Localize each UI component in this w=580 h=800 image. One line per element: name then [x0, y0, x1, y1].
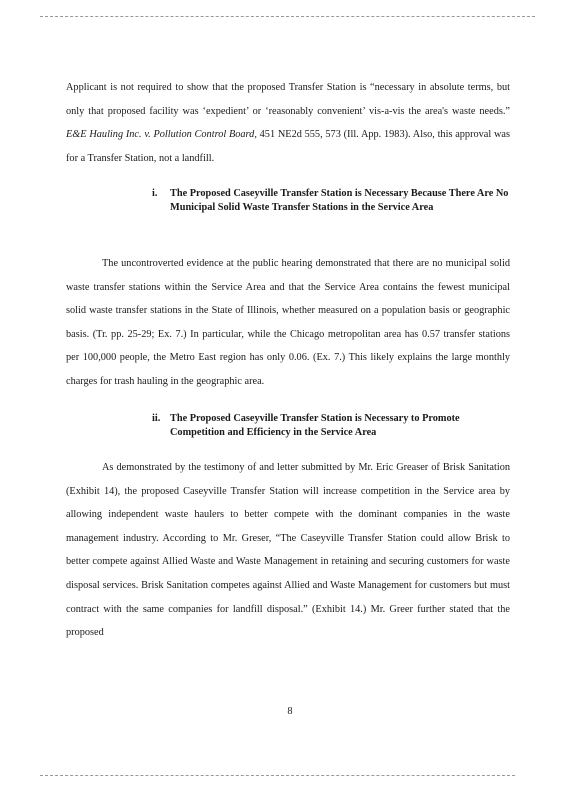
- top-scan-border: [40, 16, 535, 17]
- page-number: 8: [287, 706, 293, 717]
- section-heading-ii: [152, 412, 510, 440]
- paragraph1-text: Applicant is not required to show that the proposed Transfer Station is “necessary in absolute terms, but only that proposed facility was ‘expedient’ or ‘reasonably convenient’ vis-a-vis the area's waste needs.”: [66, 82, 510, 117]
- case-citation: E&E Hauling Inc. v. Pollution Control Board,: [66, 129, 257, 141]
- paragraph-necessity-standard: [66, 76, 510, 170]
- heading1-text: The Proposed Caseyville Transfer Station is Necessary Because There Are No Municipal Solid Waste Transfer Stations in the Service Area: [170, 188, 509, 213]
- heading1-number: i.: [152, 188, 158, 199]
- heading2-text: The Proposed Caseyville Transfer Station is Necessary to Promote Competition and Efficiency in the Service Area: [170, 413, 460, 438]
- heading2-number: ii.: [152, 413, 161, 424]
- bottom-scan-border: [40, 775, 515, 776]
- paragraph-competition: [66, 456, 510, 645]
- paragraph3-text: As demonstrated by the testimony of and letter submitted by Mr. Eric Greaser of Brisk Sanitation (Exhibit 14), the proposed Caseyville Transfer Station will increase competition in the Service area by allowing independent waste haulers to better compete with the dominant companies in the waste management industry. According to Mr. Greser, “The Caseyville Transfer Station could allow Brisk to better compete against Allied Waste and Waste Management in retaining and securing customers for waste disposal services. Brisk Sanitation competes against Allied and Waste Management for customers but must contract with the same companies for landfill disposal.” (Exhibit 14.) Mr. Greer further stated that the proposed: [66, 462, 510, 639]
- paragraph2-text: The uncontroverted evidence at the public hearing demonstrated that there are no municipal solid waste transfer stations within the Service Area and that the Service Area contains the fewest municipal solid waste transfer stations in the State of Illinois, whether measured on a population basis or geographic basis. (Tr. pp. 25-29; Ex. 7.) In particular, while the Chicago metropolitan area has 0.57 transfer stations per 100,000 people, the Metro East region has only 0.06. (Ex. 7.) This likely explains the large monthly charges for trash hauling in the geographic area.: [66, 258, 510, 387]
- paragraph1-tail: 451 NE2d 555, 573 (Ill. App. 1983). Also, this approval was for a Transfer Station, not a landfill.: [66, 129, 510, 164]
- paragraph-no-transfer-stations: [66, 252, 510, 394]
- section-heading-i: [152, 187, 510, 215]
